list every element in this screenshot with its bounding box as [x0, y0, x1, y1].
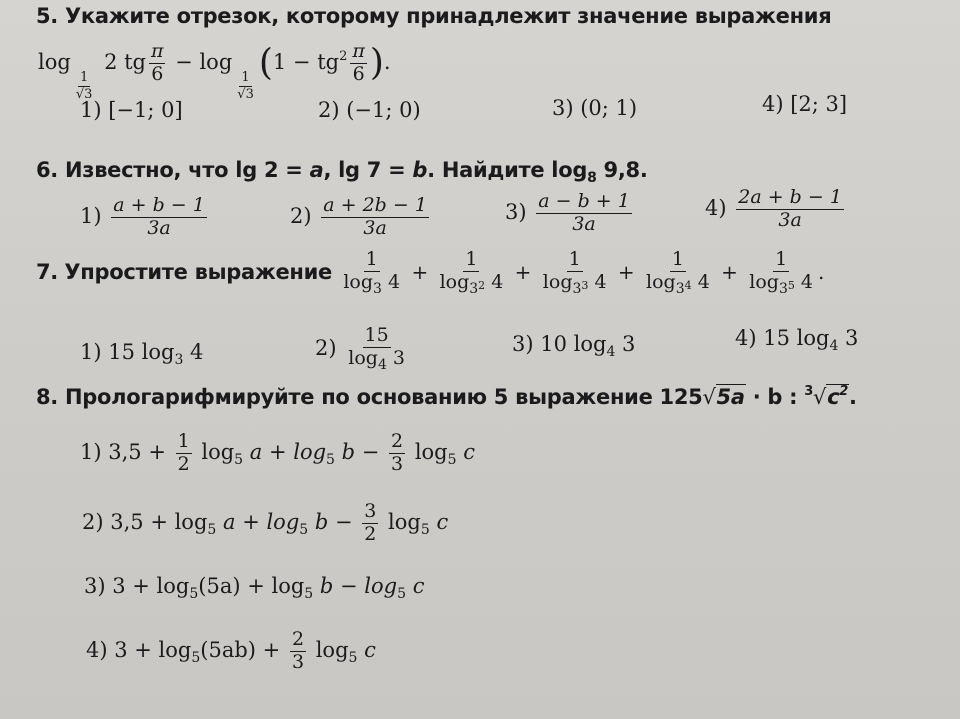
q6-base: 8	[587, 170, 597, 186]
q8-number: 8.	[36, 385, 58, 409]
q7-term-2: $\frac{1}{\log_32 4}$	[439, 248, 504, 297]
q6-opt4-den: 3a	[778, 208, 802, 231]
q5-two-tg: 2 tg	[104, 49, 146, 74]
q6-opt2-num: a + 2b − 1	[323, 194, 427, 216]
q7-dot: .	[818, 259, 825, 284]
q8-option-2: 2) $3,5 + \log_5 a + \log_5 b$ − $\frac{3}{2}$ $\log_5 c$	[82, 500, 449, 545]
q5-square: 2	[339, 48, 348, 64]
q8-heading: 8. Прологарифмируйте по основанию 5 выражение 125√5a · b : $^3√c^2$.	[36, 384, 857, 409]
q5-log-2: log	[199, 49, 233, 74]
q7-opt2-den: $\log_4 3$	[348, 346, 405, 373]
q5-number: 5.	[36, 4, 58, 28]
q8-sqrt-arg: 5a	[716, 385, 745, 409]
q7-plus-1: +	[411, 259, 429, 284]
q5-right-paren: )	[369, 42, 384, 84]
q7-term-4: $\frac{1}{\log_34 4}$	[646, 248, 710, 297]
q7-term-3: $\frac{1}{\log_33 4}$	[542, 248, 607, 297]
q5-minus: −	[175, 49, 193, 74]
q7-plus-2: +	[514, 259, 532, 284]
q5-option-4: 4) [2; 3]	[762, 92, 848, 116]
q6-option-2: 2) $\frac{a + 2b - 1}{3a}$	[290, 194, 427, 239]
q6-opt1-den: 3a	[147, 216, 171, 239]
q6-heading	[36, 158, 648, 186]
q5-text: Укажите отрезок, которому принадлежит значение выражения	[65, 4, 832, 28]
q5-dot: .	[383, 49, 391, 74]
q6-a: a	[309, 158, 324, 182]
q7-plus-3: +	[617, 259, 635, 284]
q5-heading	[36, 4, 831, 28]
q6-opt3-num: a − b + 1	[538, 190, 630, 212]
q7-option-1: 1) 15 $\log_3 4$	[80, 340, 204, 368]
q6-opt1-num: a + b − 1	[113, 194, 205, 216]
q6-text-mid: , lg 7 =	[323, 158, 413, 182]
q7-row	[36, 250, 824, 297]
q5-option-2: 2) (−1; 0)	[318, 98, 421, 122]
q5-one-minus-tg: 1 − tg	[272, 49, 340, 74]
q5-option-1: 1) [−1; 0]	[80, 98, 183, 122]
q5-log-1: log	[38, 49, 71, 74]
q6-tail: 9,8.	[596, 158, 648, 182]
q6-opt4-num: 2a + b − 1	[738, 186, 842, 208]
q7-term-5: $\frac{1}{\log_35 4}$	[749, 248, 814, 297]
q7-number: 7.	[36, 259, 58, 284]
q5-expression	[38, 42, 391, 101]
q6-text-before: Известно, что lg 2 =	[65, 158, 310, 182]
q6-opt3-den: 3a	[572, 212, 596, 235]
q5-base-2: $\frac{1}{√3}$	[237, 69, 254, 102]
q8-option-3: 3) $3 + \log_5(5a) + \log_5 b - \log_5 c$	[84, 574, 425, 602]
q7-option-4: 4) 15 $\log_4 3$	[735, 326, 859, 354]
q6-option-4: 4) $\frac{2a + b - 1}{3a}$	[705, 186, 842, 231]
q8-option-4: 4) $3 + \log_5(5ab)$ + $\frac{2}{3}$ $\log_5 c$	[86, 628, 376, 673]
q8-dot: .	[849, 385, 857, 409]
q8-cube-index: 3	[804, 384, 814, 399]
q8-option-1: 1) 3,5 + $\frac{1}{2}$ $\log_5 a + \log_5 b$ − $\frac{2}{3}$ $\log_5 c$	[80, 430, 475, 475]
q7-text: Упростите выражение	[64, 259, 332, 284]
q6-option-1: 1) $\frac{a + b - 1}{3a}$	[80, 194, 205, 239]
q7-plus-4: +	[721, 259, 738, 284]
q8-cube-arg: $c^2$	[827, 384, 849, 409]
q6-option-3: 3) $\frac{a - b + 1}{3a}$	[505, 190, 630, 235]
q7-option-2: 2) $\frac{15}{\log_4 3}$	[315, 324, 405, 373]
q6-b: b	[412, 158, 428, 182]
q7-term-1: $\frac{1}{\log_3 4}$	[343, 248, 401, 297]
q5-left-paren: (	[258, 42, 273, 84]
q5-base-1: $\frac{1}{√3}$	[75, 69, 93, 102]
q5-pi-over-6-b: $\frac{\pi}{6}$	[352, 40, 365, 85]
q5-pi-over-6-a: $\frac{\pi}{6}$	[150, 40, 164, 85]
q7-option-3: 3) 10 $\log_4 3$	[512, 332, 636, 360]
q6-text-after: . Найдите log	[427, 158, 588, 182]
q6-opt2-den: 3a	[363, 216, 387, 239]
q5-option-3: 3) (0; 1)	[552, 96, 638, 120]
q6-number: 6.	[36, 158, 58, 182]
q8-text: Прологарифмируйте по основанию 5 выражение 125	[65, 385, 703, 409]
q7-opt2-num: 15	[364, 324, 389, 346]
q8-rest: · b :	[745, 385, 805, 409]
